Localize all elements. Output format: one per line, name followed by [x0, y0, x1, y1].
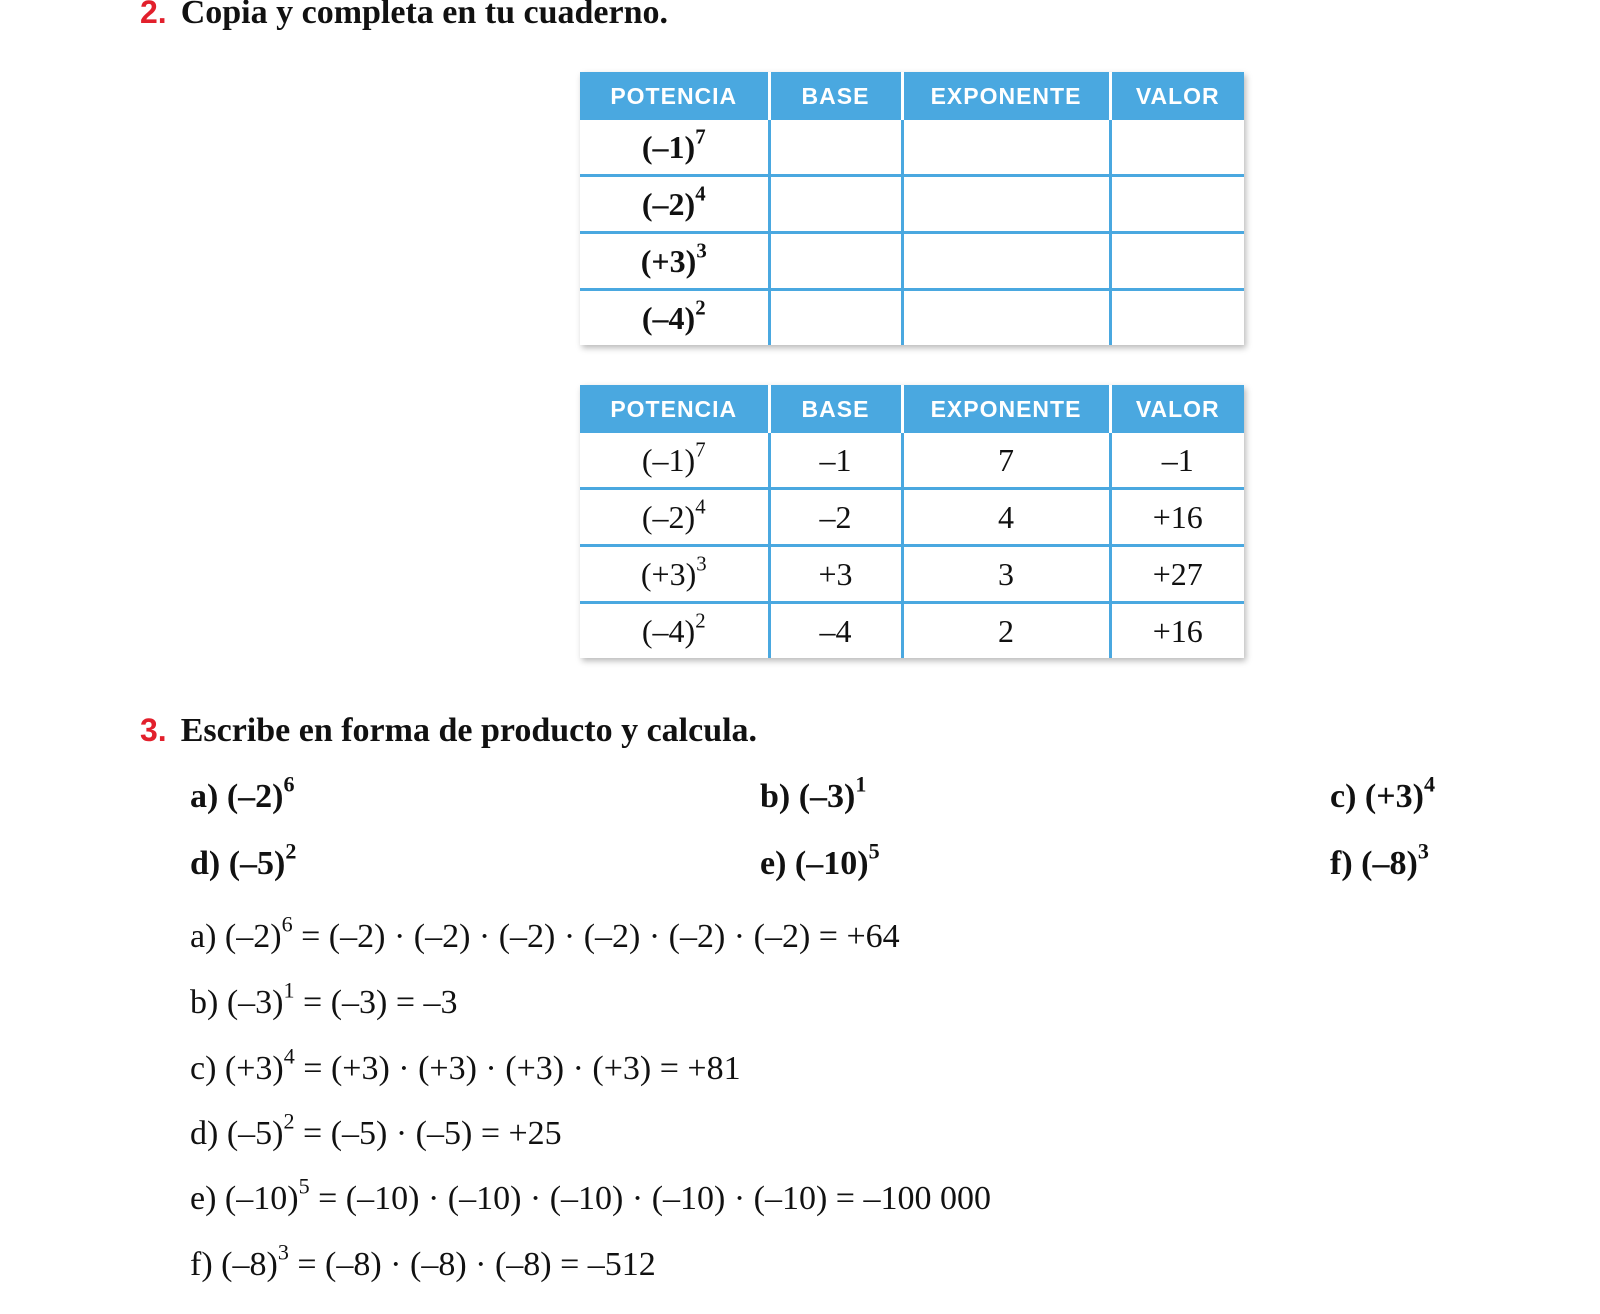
cell-base	[769, 233, 902, 290]
solution-b: b) $(-3)^1 = (-3) = -3$	[190, 977, 458, 1021]
cell-exponente: 3	[902, 546, 1110, 603]
exercise-2-number: 2.	[140, 0, 167, 30]
cell-exponente	[902, 176, 1110, 233]
item-e: e) $(-10)^5$	[760, 838, 880, 882]
exercise-3-title: Escribe en forma de producto y calcula.	[180, 712, 758, 749]
cell-base: +3	[769, 546, 902, 603]
solution-f: f) $(-8)^3 = (-8) \cdot (-8) \cdot (-8) = -512$	[190, 1239, 656, 1283]
exercise-3-heading	[140, 712, 757, 750]
item-a: a) $(-2)^6$	[190, 771, 295, 815]
solution-a: a) $(-2)^6 = (-2) \cdot (-2) \cdot (-2) \cdot (-2) \cdot (-2) \cdot (-2) = +64$	[190, 911, 900, 955]
cell-base	[769, 290, 902, 346]
cell-valor	[1110, 290, 1244, 346]
cell-valor: +27	[1110, 546, 1244, 603]
answer-table	[580, 385, 1244, 658]
cell-base	[769, 176, 902, 233]
question-table	[580, 72, 1244, 345]
table-row	[580, 290, 1244, 346]
cell-potencia: $(-2)^4$	[580, 176, 769, 233]
header-potencia: POTENCIA	[580, 72, 769, 120]
cell-potencia: $(-2)^4$	[580, 489, 769, 546]
header-exponente: EXPONENTE	[902, 385, 1110, 433]
cell-exponente	[902, 290, 1110, 346]
header-valor: VALOR	[1110, 385, 1244, 433]
item-d: d) $(-5)^2$	[190, 838, 297, 882]
cell-potencia: $(+3)^3$	[580, 233, 769, 290]
cell-potencia: $(-4)^2$	[580, 603, 769, 659]
exercise-2-heading	[140, 0, 668, 32]
cell-exponente	[902, 233, 1110, 290]
cell-valor: +16	[1110, 603, 1244, 659]
cell-exponente: 7	[902, 433, 1110, 489]
cell-valor: –1	[1110, 433, 1244, 489]
cell-exponente: 2	[902, 603, 1110, 659]
item-c: c) $(+3)^4$	[1330, 771, 1435, 815]
exercise-2-title: Copia y completa en tu cuaderno.	[180, 0, 669, 31]
item-f: f) $(-8)^3$	[1330, 838, 1429, 882]
cell-base	[769, 120, 902, 176]
header-exponente: EXPONENTE	[902, 72, 1110, 120]
table-row	[580, 603, 1244, 659]
cell-potencia: $(-1)^7$	[641, 124, 706, 165]
item-b: b) $(-3)^1$	[760, 771, 867, 815]
table-row	[580, 120, 1244, 176]
table-row	[580, 176, 1244, 233]
header-base: BASE	[769, 385, 902, 433]
solution-e: e) $(-10)^5 = (-10) \cdot (-10) \cdot (-10) \cdot (-10) \cdot (-10) = -100$ 000	[190, 1173, 991, 1217]
table-row	[580, 546, 1244, 603]
cell-exponente	[902, 120, 1110, 176]
cell-potencia: $(+3)^3$	[580, 546, 769, 603]
header-potencia: POTENCIA	[580, 385, 769, 433]
cell-potencia: $(-1)^7$	[641, 437, 706, 478]
cell-valor	[1110, 233, 1244, 290]
table-row	[580, 233, 1244, 290]
solution-c: c) $(+3)^4 = (+3) \cdot (+3) \cdot (+3) \cdot (+3) = +81$	[190, 1043, 741, 1087]
header-base: BASE	[769, 72, 902, 120]
cell-valor	[1110, 120, 1244, 176]
table-row	[580, 489, 1244, 546]
cell-base: –2	[769, 489, 902, 546]
header-valor: VALOR	[1110, 72, 1244, 120]
exercise-3-number: 3.	[140, 712, 167, 748]
solution-d: d) $(-5)^2 = (-5) \cdot (-5) = +25$	[190, 1108, 562, 1152]
cell-base: –1	[769, 433, 902, 489]
cell-valor	[1110, 176, 1244, 233]
cell-base: –4	[769, 603, 902, 659]
cell-valor: +16	[1110, 489, 1244, 546]
table-row	[580, 433, 1244, 489]
cell-exponente: 4	[902, 489, 1110, 546]
cell-potencia: $(-4)^2$	[580, 290, 769, 346]
